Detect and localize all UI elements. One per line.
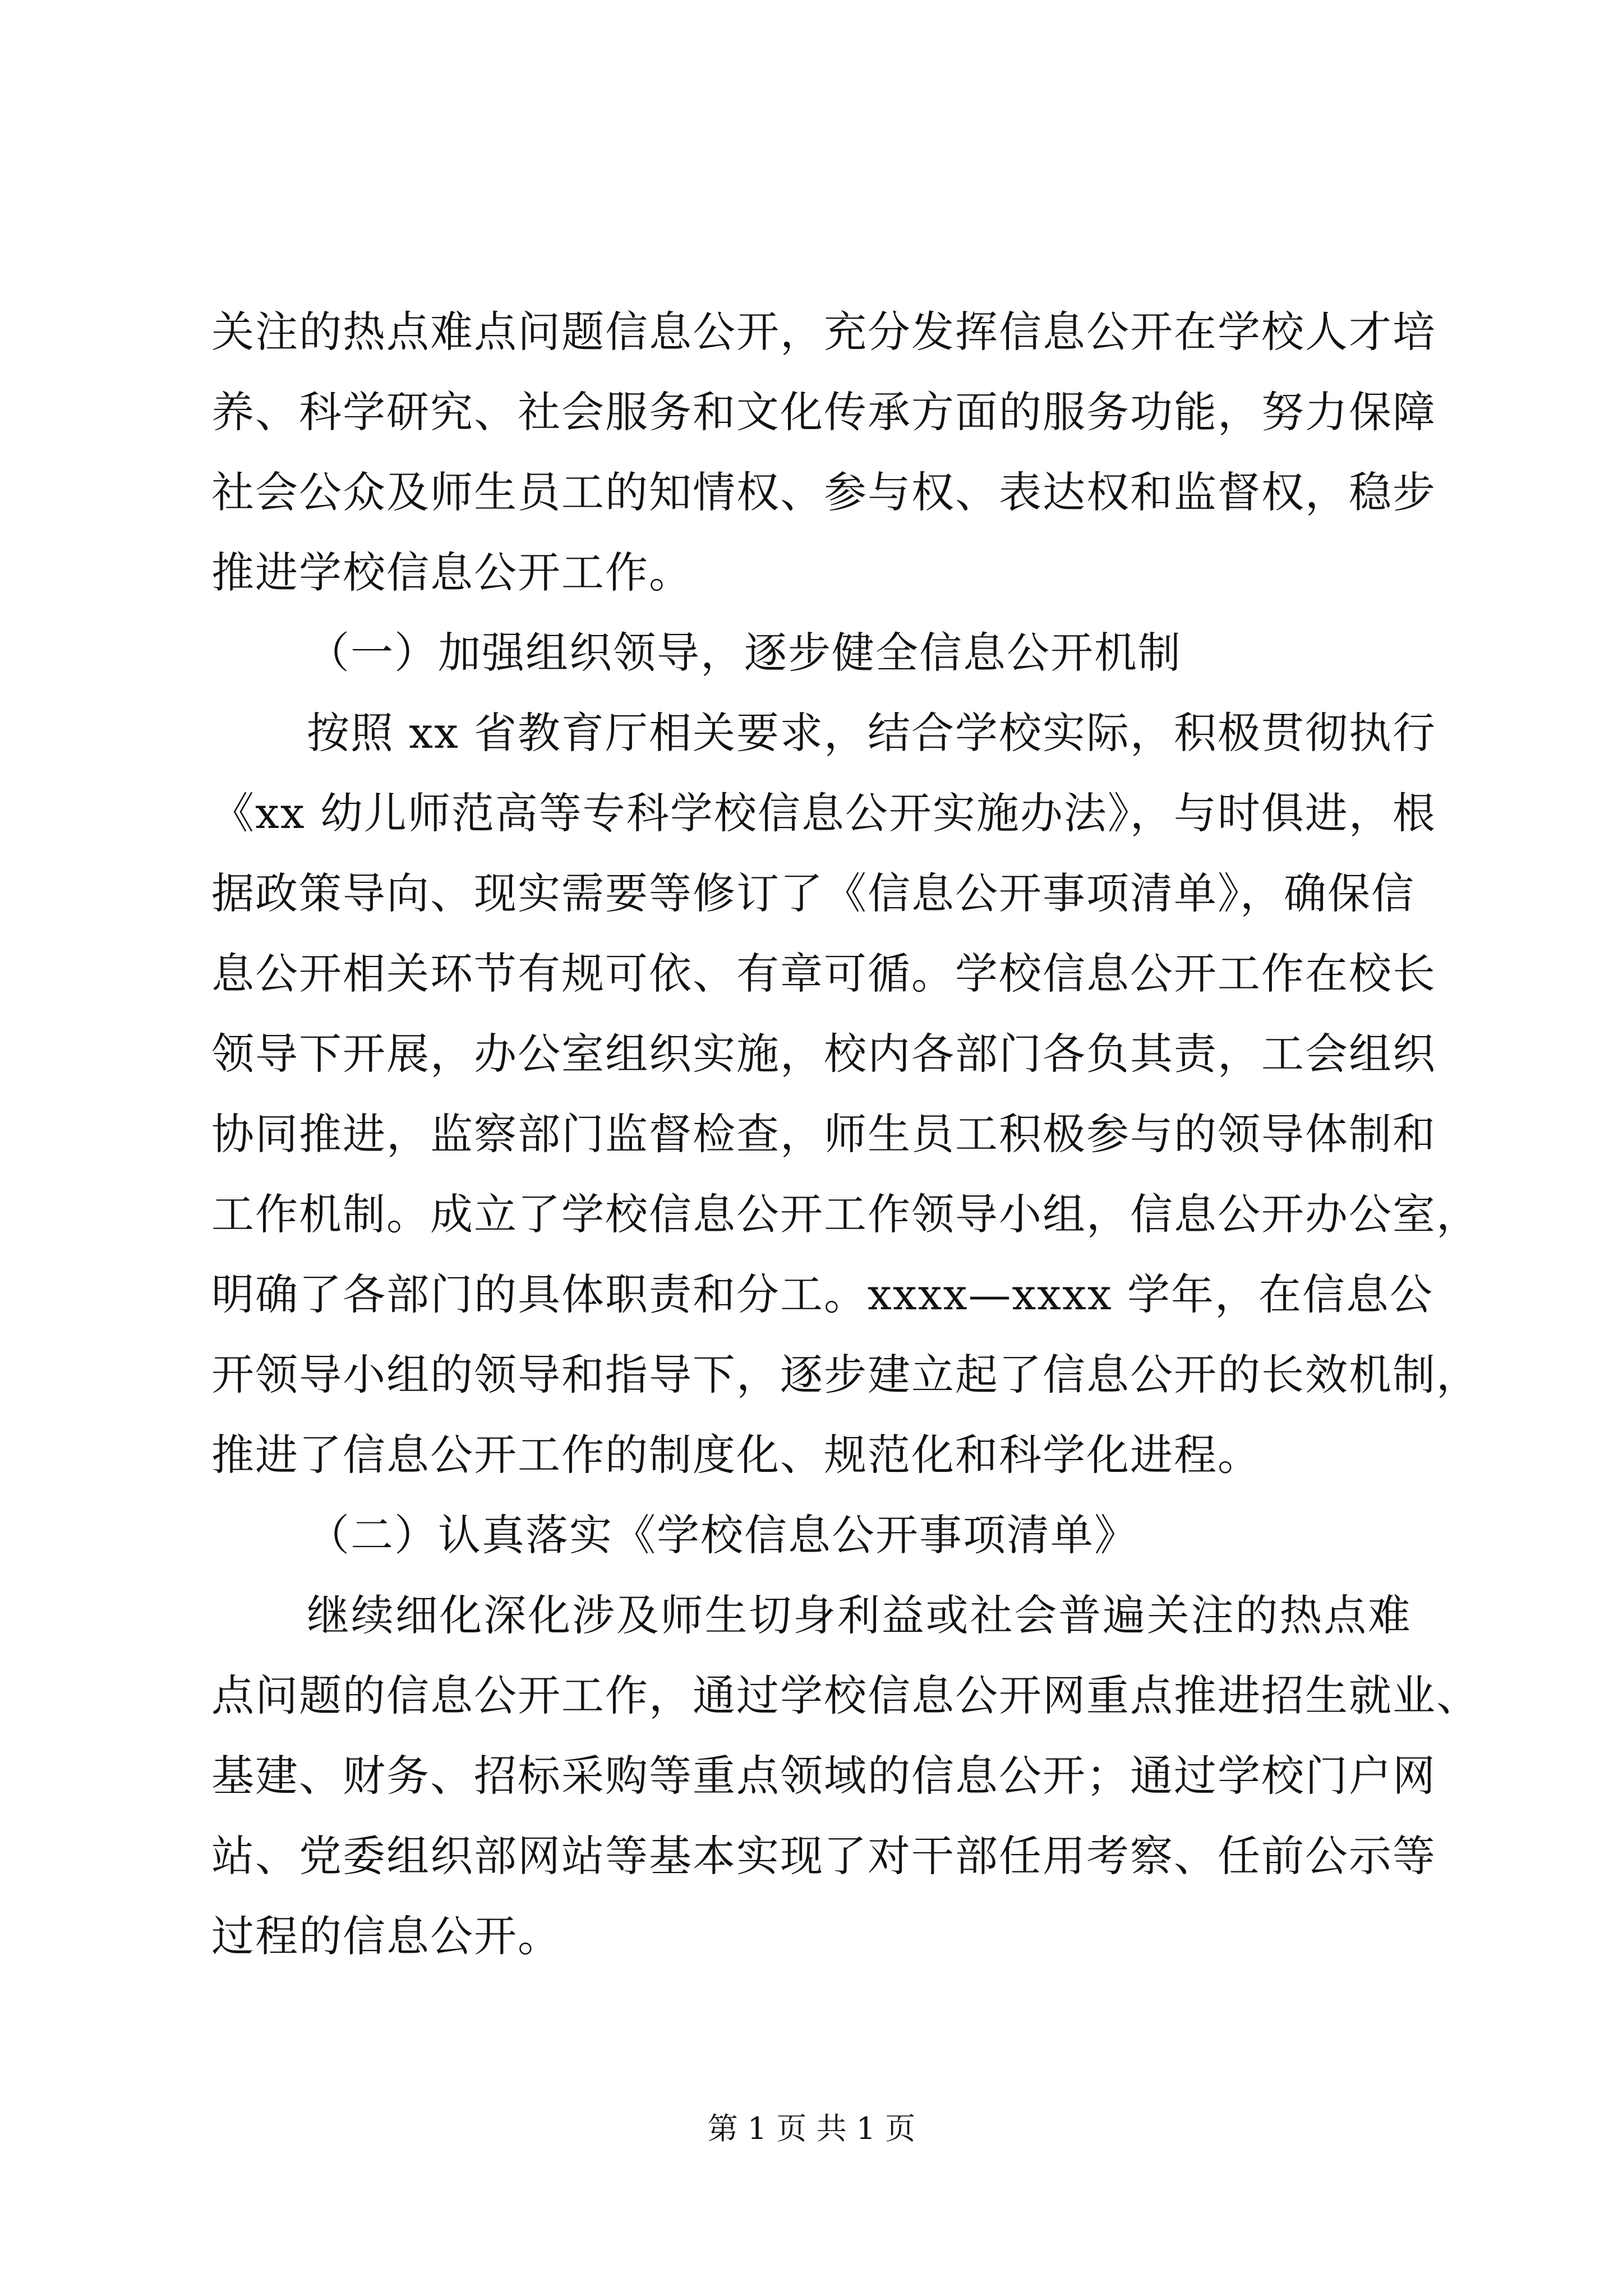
paragraph-line: 工作机制。成立了学校信息公开工作领导小组，信息公开办公室， — [211, 1189, 1480, 1239]
paragraph-line: 领导下开展，办公室组织实施，校内各部门各负其责，工会组织 — [211, 1029, 1436, 1079]
paragraph-line: 按照 xx 省教育厅相关要求，结合学校实际，积极贯彻执行 — [307, 708, 1437, 758]
section-heading: （一）加强组织领导，逐步健全信息公开机制 — [307, 628, 1182, 678]
paragraph-line: 息公开相关环节有规可依、有章可循。学校信息公开工作在校长 — [211, 949, 1436, 999]
paragraph-line: 继续细化深化涉及师生切身利益或社会普遍关注的热点难 — [307, 1590, 1412, 1640]
paragraph-line: 明确了各部门的具体职责和分工。xxxx—xxxx 学年，在信息公 — [211, 1269, 1434, 1319]
document-body — [211, 292, 1480, 1976]
paragraph-line: 《xx 幼儿师范高等专科学校信息公开实施办法》，与时俱进，根 — [211, 788, 1436, 838]
paragraph-line: 推进学校信息公开工作。 — [211, 547, 693, 597]
paragraph-line: 开领导小组的领导和指导下，逐步建立起了信息公开的长效机制， — [211, 1350, 1480, 1400]
paragraph-line: 过程的信息公开。 — [211, 1911, 561, 1961]
paragraph-line: 点问题的信息公开工作，通过学校信息公开网重点推进招生就业、 — [211, 1671, 1480, 1720]
paragraph-line: 推进了信息公开工作的制度化、规范化和科学化进程。 — [211, 1430, 1261, 1480]
section-heading: （二）认真落实《学校信息公开事项清单》 — [307, 1510, 1138, 1560]
paragraph-line: 据政策导向、现实需要等修订了《信息公开事项清单》，确保信 — [211, 868, 1415, 918]
paragraph-line: 养、科学研究、社会服务和文化传承方面的服务功能，努力保障 — [211, 387, 1436, 437]
paragraph-line: 基建、财务、招标采购等重点领域的信息公开；通过学校门户网 — [211, 1751, 1436, 1801]
page-number-footer: 第 1 页 共 1 页 — [707, 2111, 916, 2146]
paragraph-line: 协同推进，监察部门监督检查，师生员工积极参与的领导体制和 — [211, 1109, 1436, 1159]
paragraph-line: 关注的热点难点问题信息公开，充分发挥信息公开在学校人才培 — [211, 307, 1436, 357]
paragraph-line: 社会公众及师生员工的知情权、参与权、表达权和监督权，稳步 — [211, 467, 1436, 517]
paragraph-line: 站、党委组织部网站等基本实现了对干部任用考察、任前公示等 — [211, 1831, 1436, 1881]
